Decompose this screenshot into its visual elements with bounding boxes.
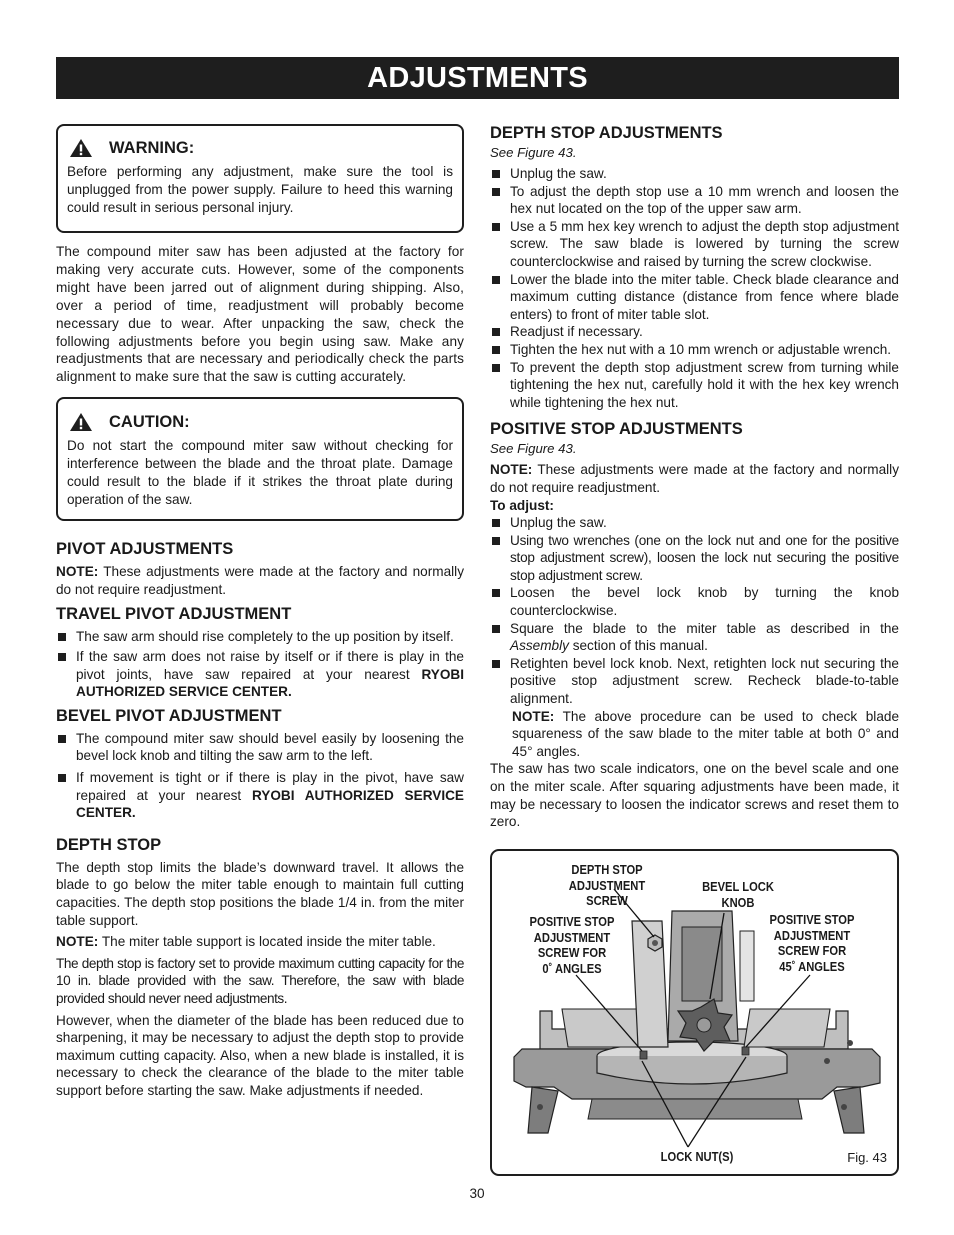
- bevel-pivot-list: [56, 730, 464, 822]
- left-column: [56, 124, 464, 1104]
- caution-header: [67, 412, 453, 432]
- note-label: NOTE:: [56, 564, 99, 580]
- see-figure-ref: See Figure 43.: [490, 441, 577, 457]
- see-figure-ref: See Figure 43.: [490, 145, 577, 160]
- label-positive-stop-45: [762, 912, 862, 974]
- positive-stop-note: [490, 461, 899, 496]
- list-item: Lower the blade into the miter table. Check blade clearance and maximum cutting distance (distance from fence where blade enters) to front of miter table slot.: [490, 271, 899, 324]
- positive-stop-note-text: These adjustments were made at the factory and normally do not require readjustment.: [490, 462, 899, 495]
- list-item-text: The saw arm should rise completely to the up position by itself.: [76, 629, 454, 645]
- depth-stop-note-text: The miter table support is located inside the miter table.: [101, 934, 436, 950]
- list-item: To adjust the depth stop use a 10 mm wrench and loosen the hex nut located on the top of the upper saw arm.: [490, 183, 899, 218]
- label-line: 45˚ ANGLES: [779, 958, 845, 974]
- label-line: SCREW FOR: [777, 943, 847, 958]
- positive-stop-heading: POSITIVE STOP ADJUSTMENTS: [490, 420, 743, 439]
- depth-stop-p1: The depth stop limits the blade’s downward travel. It allows the blade to go below the miter table enough to maintain full cutting capacities. The depth stop positions the blade 1/4 in. from the miter table support.: [56, 859, 464, 928]
- pivot-note-text: These adjustments were made at the factory and normally do not require readjustment.: [56, 564, 464, 597]
- list-item-text: section of this manual.: [568, 638, 708, 654]
- list-item: [56, 769, 464, 822]
- warning-header: [67, 138, 453, 158]
- pivot-note: [56, 563, 464, 598]
- warning-triangle-icon: [69, 138, 93, 158]
- label-line: BEVEL LOCK: [702, 879, 774, 894]
- list-item: [56, 628, 464, 646]
- depth-stop-p2: The depth stop is factory set to provide maximum cutting capacity for the 10 in. blade provided with the saw. Therefore, the saw with blade provided should never need adjustments.: [56, 955, 464, 1006]
- caution-text: Do not start the compound miter saw without checking for interference between the blade and the throat plate. Damage could result to the blade if it strikes the throat plate during operation of the saw.: [67, 438, 453, 508]
- warning-text: Before performing any adjustment, make sure the tool is unplugged from the power supply. Failure to heed this warning could result in serious personal injury.: [67, 164, 453, 215]
- list-item-text: The compound miter saw should bevel easily by loosening the bevel lock knob and tilting the saw arm to the left.: [76, 730, 464, 764]
- depth-stop-note: [56, 933, 464, 951]
- caution-heading: CAUTION:: [109, 413, 190, 432]
- pivot-heading: PIVOT ADJUSTMENTS: [56, 540, 234, 559]
- warning-heading: WARNING:: [109, 139, 195, 157]
- right-column: [490, 124, 899, 831]
- list-item: Retighten bevel lock knob. Next, retighten lock nut securing the positive stop adjustment screw. Recheck blade-to-table alignment.: [490, 655, 899, 708]
- list-item-text: Square the blade to the miter table as described in the: [510, 620, 899, 636]
- list-item: To prevent the depth stop adjustment screw from turning while tightening the hex nut, carefully hold it with the hex key wrench while tightening the hex nut.: [490, 359, 899, 412]
- list-item: [56, 648, 464, 701]
- label-line: 0˚ ANGLES: [542, 960, 602, 976]
- depth-stop-heading: DEPTH STOP: [56, 835, 162, 854]
- warning-box: [56, 124, 464, 233]
- label-line: SCREW FOR: [537, 945, 607, 960]
- service-center-bold: RYOBI AUTHORIZED SERVICE CENTER.: [76, 666, 464, 700]
- travel-pivot-heading: TRAVEL PIVOT ADJUSTMENT: [56, 605, 292, 624]
- positive-stop-note2-text: The above procedure can be used to check blade squareness of the saw blade to the miter table at both 0° and 45° angles.: [512, 708, 900, 759]
- list-item: Readjust if necessary.: [490, 323, 899, 341]
- bevel-pivot-heading: BEVEL PIVOT ADJUSTMENT: [56, 706, 282, 725]
- depth-stop-adj-list: [490, 165, 899, 411]
- positive-stop-list: [490, 514, 899, 708]
- travel-pivot-list: [56, 628, 464, 700]
- positive-stop-note2: [490, 708, 899, 761]
- label-bevel-lock-knob: [695, 879, 781, 910]
- list-item-text: If movement is tight or if there is play in the pivot, have saw repaired at your nearest: [76, 770, 464, 803]
- list-item: Unplug the saw.: [490, 165, 899, 183]
- label-positive-stop-0: [522, 914, 622, 976]
- service-center-bold: RYOBI AUTHORIZED SERVICE CENTER.: [76, 787, 464, 821]
- figure-number: Fig. 43: [847, 1150, 887, 1166]
- caution-triangle-icon: [69, 412, 93, 432]
- list-item-text: If the saw arm does not raise by itself or if there is play in the pivot joints, have saw repaired at your nearest: [76, 649, 464, 682]
- label-depth-stop-screw: [534, 862, 680, 909]
- list-item: Unplug the saw.: [490, 514, 899, 532]
- list-item: Use a 5 mm hex key wrench to adjust the depth stop adjustment screw. The saw blade is lowered by turning the screw counterclockwise and raised by turning the screw clockwise.: [490, 218, 899, 271]
- assembly-italic: Assembly: [510, 638, 569, 654]
- page-number: 30: [469, 1186, 485, 1201]
- intro-paragraph: The compound miter saw has been adjusted at the factory for making very accurate cuts. However, some of the components might have been jarred out of alignment during shipping. Also, over a period of time, readjustment will probably become necessary due to wear. After unpacking the saw, check the following adjustments before you begin using saw. Make any readjustments that are necessary and periodically check the parts alignment to make sure that the saw is cutting accurately.: [56, 244, 464, 385]
- list-item: Loosen the bevel lock knob by turning the knob counterclockwise.: [490, 584, 899, 619]
- note-label: NOTE:: [56, 934, 99, 950]
- label-line: KNOB: [721, 894, 755, 910]
- depth-stop-p3: However, when the diameter of the blade has been reduced due to sharpening, it may be necessary to adjust the depth stop to provide maximum cutting capacity. Also, when a new blade is installed, it is necessary to check the clearance of the blade to the miter table support before starting the saw. Make adjustments if needed.: [56, 1012, 464, 1098]
- note-label: NOTE:: [512, 708, 555, 724]
- list-item: Using two wrenches (one on the lock nut and one for the positive stop adjustment screw), loosen the lock nut securing the positive stop adjustment screw.: [490, 532, 899, 585]
- label-line: DEPTH STOP ADJUSTMENT: [568, 862, 646, 893]
- label-line: POSITIVE STOP: [529, 914, 615, 929]
- label-lock-nuts: LOCK NUT(S): [660, 1149, 734, 1164]
- label-line: ADJUSTMENT: [533, 929, 611, 945]
- page-title: ADJUSTMENTS: [367, 62, 588, 94]
- list-item: [490, 620, 899, 655]
- label-line: POSITIVE STOP: [769, 912, 855, 927]
- positive-stop-closing: The saw has two scale indicators, one on the bevel scale and one on the miter scale. After squaring adjustments have been made, it may be necessary to loosen the indicator screws and reset them to zero.: [490, 761, 899, 830]
- figure-43: [490, 849, 899, 1176]
- page-title-bar: [56, 57, 899, 99]
- list-item: Tighten the hex nut with a 10 mm wrench or adjustable wrench.: [490, 341, 899, 359]
- label-line: SCREW: [586, 893, 628, 908]
- to-adjust-label: [490, 497, 899, 515]
- note-label: NOTE:: [490, 462, 533, 478]
- caution-box: [56, 397, 464, 521]
- label-line: ADJUSTMENT: [773, 927, 851, 943]
- to-adjust-text: To adjust:: [490, 497, 554, 513]
- list-item: [56, 730, 464, 765]
- depth-stop-adj-heading: DEPTH STOP ADJUSTMENTS: [490, 124, 723, 142]
